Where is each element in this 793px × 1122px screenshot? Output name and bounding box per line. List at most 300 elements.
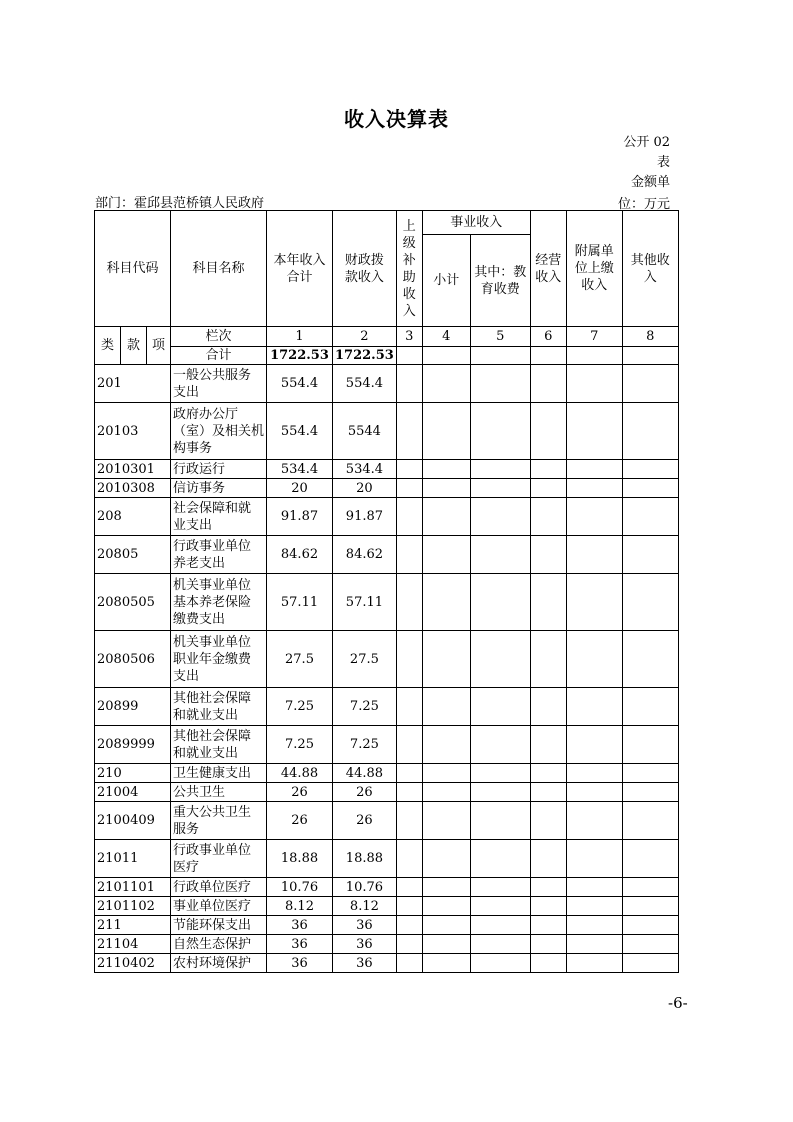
empty-cell: [530, 935, 566, 954]
table-row: [95, 479, 679, 498]
header-text: 款收入: [344, 269, 384, 285]
empty-cell: [530, 365, 566, 403]
empty-cell: [566, 954, 622, 973]
subject-name-line: 和就业支出: [173, 707, 239, 723]
header-text: 上: [402, 218, 416, 234]
empty-cell: [396, 764, 422, 783]
empty-cell: [622, 479, 678, 498]
fiscal-income-value: 26: [333, 783, 397, 802]
income-table: [94, 210, 679, 973]
subject-name-line: 其他社会保障: [173, 728, 252, 744]
empty-cell: [396, 403, 422, 460]
subject-code: 211: [95, 916, 171, 935]
header-text: 位上缴: [574, 261, 614, 276]
fiscal-income-value: 18.88: [333, 840, 397, 878]
header-operating-income: [530, 211, 566, 327]
header-subject-name: 科目名称: [171, 211, 267, 327]
total-income-value: 91.87: [267, 498, 333, 536]
empty-cell: [530, 403, 566, 460]
subject-code: 2080505: [95, 574, 171, 631]
header-fiscal-income: [333, 211, 397, 327]
subject-name: [171, 631, 267, 688]
empty-cell: [530, 726, 566, 764]
empty-cell: [566, 764, 622, 783]
total-income-value: 27.5: [267, 631, 333, 688]
subject-name-line: 社会保障和就: [173, 500, 252, 516]
subject-code: 2110402: [95, 954, 171, 973]
empty-cell: [422, 954, 470, 973]
fiscal-income-value: 57.11: [333, 574, 397, 631]
header-text: 财政拨: [344, 252, 384, 268]
empty-cell: [470, 802, 530, 840]
empty-cell: [622, 365, 678, 403]
subject-code: 2010308: [95, 479, 171, 498]
empty-cell: [470, 631, 530, 688]
fiscal-income-value: 36: [333, 954, 397, 973]
empty-cell: [422, 878, 470, 897]
subject-name-line: 和就业支出: [173, 745, 239, 761]
table-row: [95, 536, 679, 574]
header-text: 本年收入: [273, 252, 326, 268]
subject-name-line: 支出: [173, 384, 200, 400]
empty-cell: [396, 840, 422, 878]
col-number: 3: [396, 327, 422, 347]
empty-cell: [530, 916, 566, 935]
table-row: [95, 897, 679, 916]
header-kuan: 款: [121, 327, 147, 365]
total-income-value: 10.76: [267, 878, 333, 897]
empty-cell: [396, 347, 422, 365]
total-income-value: 84.62: [267, 536, 333, 574]
empty-cell: [566, 897, 622, 916]
empty-cell: [530, 897, 566, 916]
fiscal-income-value: 84.62: [333, 536, 397, 574]
empty-cell: [566, 365, 622, 403]
empty-cell: [566, 631, 622, 688]
form-code-line: 金额单: [630, 175, 670, 190]
header-text: 入: [402, 303, 416, 319]
header-edu-fee: [470, 235, 530, 327]
empty-cell: [470, 479, 530, 498]
empty-cell: [622, 460, 678, 479]
subject-name: [171, 365, 267, 403]
total-income-value: 36: [267, 935, 333, 954]
total-income-value: 18.88: [267, 840, 333, 878]
table-row: [95, 365, 679, 403]
empty-cell: [470, 347, 530, 365]
empty-cell: [566, 403, 622, 460]
empty-cell: [422, 840, 470, 878]
subject-name-line: 政府办公厅: [173, 406, 239, 422]
col-number: 2: [333, 327, 397, 347]
header-total-income: [267, 211, 333, 327]
empty-cell: [622, 954, 678, 973]
empty-cell: [396, 574, 422, 631]
total-income-value: 36: [267, 954, 333, 973]
empty-cell: [396, 954, 422, 973]
table-row: [95, 726, 679, 764]
subject-code: 2010301: [95, 460, 171, 479]
header-text: 级: [402, 235, 416, 251]
empty-cell: [470, 460, 530, 479]
empty-cell: [396, 460, 422, 479]
subject-name-line: 行政单位医疗: [173, 879, 252, 895]
col-number: 7: [566, 327, 622, 347]
empty-cell: [566, 479, 622, 498]
empty-cell: [470, 688, 530, 726]
subject-code: 21011: [95, 840, 171, 878]
subject-name: [171, 802, 267, 840]
empty-cell: [530, 479, 566, 498]
total-income-value: 44.88: [267, 764, 333, 783]
empty-cell: [530, 764, 566, 783]
header-lanci: 栏次: [171, 327, 267, 347]
empty-cell: [422, 574, 470, 631]
subject-code: 210: [95, 764, 171, 783]
empty-cell: [530, 631, 566, 688]
header-text: 其他收: [630, 252, 670, 268]
total-income-value: 57.11: [267, 574, 333, 631]
col-number: 4: [422, 327, 470, 347]
header-text: 育收费: [480, 281, 520, 297]
subject-name-line: 构事务: [173, 440, 213, 456]
empty-cell: [622, 347, 678, 365]
empty-cell: [566, 878, 622, 897]
total-income-value: 554.4: [267, 365, 333, 403]
empty-cell: [422, 460, 470, 479]
empty-cell: [566, 726, 622, 764]
table-row: [95, 802, 679, 840]
empty-cell: [422, 365, 470, 403]
total-income-value: 36: [267, 916, 333, 935]
empty-cell: [422, 347, 470, 365]
subject-code: 2100409: [95, 802, 171, 840]
header-xiang: 项: [147, 327, 171, 365]
empty-cell: [470, 783, 530, 802]
subject-name-line: 自然生态保护: [173, 936, 252, 952]
page-title: 收入决算表: [344, 107, 449, 131]
empty-cell: [530, 878, 566, 897]
empty-cell: [470, 935, 530, 954]
subject-code: 20805: [95, 536, 171, 574]
table-row: [95, 840, 679, 878]
fiscal-income-value: 36: [333, 916, 397, 935]
empty-cell: [622, 726, 678, 764]
empty-cell: [470, 574, 530, 631]
empty-cell: [622, 764, 678, 783]
subject-name: [171, 897, 267, 916]
empty-cell: [422, 479, 470, 498]
empty-cell: [470, 498, 530, 536]
empty-cell: [396, 783, 422, 802]
empty-cell: [530, 536, 566, 574]
header-lei: 类: [95, 327, 121, 365]
empty-cell: [422, 802, 470, 840]
total-value: 1722.53: [333, 347, 397, 365]
table-row: [95, 574, 679, 631]
subject-name-line: 支出: [173, 668, 200, 684]
subject-name-line: 行政运行: [173, 461, 226, 477]
subject-name-line: 行政事业单位: [173, 538, 252, 554]
fiscal-income-value: 7.25: [333, 688, 397, 726]
empty-cell: [470, 878, 530, 897]
empty-cell: [530, 783, 566, 802]
empty-cell: [396, 688, 422, 726]
empty-cell: [470, 764, 530, 783]
fiscal-income-value: 26: [333, 802, 397, 840]
header-text: 补: [402, 252, 416, 268]
subject-name-line: 基本养老保险: [173, 594, 252, 610]
subject-name-line: 机关事业单位: [173, 577, 252, 593]
subject-name: [171, 764, 267, 783]
subject-name-line: 机关事业单位: [173, 634, 252, 650]
total-income-value: 8.12: [267, 897, 333, 916]
fiscal-income-value: 36: [333, 935, 397, 954]
empty-cell: [422, 935, 470, 954]
subject-name-line: 服务: [173, 821, 200, 837]
empty-cell: [422, 726, 470, 764]
fiscal-income-value: 5544: [333, 403, 397, 460]
empty-cell: [470, 403, 530, 460]
header-subject-code: 科目代码: [95, 211, 171, 327]
header-text: 入: [643, 269, 657, 285]
empty-cell: [622, 688, 678, 726]
empty-cell: [422, 916, 470, 935]
subject-name-line: 一般公共服务: [173, 367, 252, 383]
empty-cell: [530, 460, 566, 479]
total-label: 合计: [171, 347, 267, 365]
subject-name: [171, 403, 267, 460]
empty-cell: [566, 347, 622, 365]
empty-cell: [622, 498, 678, 536]
header-text: 附属单: [574, 244, 614, 259]
empty-cell: [530, 840, 566, 878]
table-row: [95, 954, 679, 973]
total-income-value: 26: [267, 802, 333, 840]
empty-cell: [566, 840, 622, 878]
subject-name-line: 其他社会保障: [173, 690, 252, 706]
subject-name: [171, 479, 267, 498]
department-label: 部门：霍邱县范桥镇人民政府: [95, 196, 265, 211]
empty-cell: [530, 498, 566, 536]
subject-code: 2101101: [95, 878, 171, 897]
subject-code: 2089999: [95, 726, 171, 764]
subject-name-line: （室）及相关机: [173, 423, 265, 439]
empty-cell: [396, 935, 422, 954]
header-text: 助: [402, 269, 416, 285]
total-income-value: 7.25: [267, 688, 333, 726]
table-row: [95, 498, 679, 536]
empty-cell: [566, 536, 622, 574]
subject-name: [171, 688, 267, 726]
table-row: [95, 403, 679, 460]
empty-cell: [530, 954, 566, 973]
empty-cell: [530, 347, 566, 365]
empty-cell: [622, 935, 678, 954]
empty-cell: [470, 365, 530, 403]
subject-code: 208: [95, 498, 171, 536]
empty-cell: [530, 574, 566, 631]
fiscal-income-value: 554.4: [333, 365, 397, 403]
fiscal-income-value: 7.25: [333, 726, 397, 764]
empty-cell: [422, 403, 470, 460]
empty-cell: [396, 897, 422, 916]
empty-cell: [422, 688, 470, 726]
subject-code: 201: [95, 365, 171, 403]
subject-name-line: 养老支出: [173, 555, 226, 571]
empty-cell: [396, 365, 422, 403]
subject-name-line: 信访事务: [173, 480, 226, 496]
total-income-value: 534.4: [267, 460, 333, 479]
empty-cell: [622, 916, 678, 935]
table-row: [95, 783, 679, 802]
empty-cell: [622, 631, 678, 688]
empty-cell: [396, 479, 422, 498]
subject-code: 20899: [95, 688, 171, 726]
fiscal-income-value: 44.88: [333, 764, 397, 783]
col-number: 6: [530, 327, 566, 347]
empty-cell: [396, 726, 422, 764]
header-text: 收入: [535, 269, 562, 285]
amount-unit: 位：万元: [617, 197, 670, 212]
subject-name-line: 公共卫生: [173, 784, 226, 800]
header-other-income: [622, 211, 678, 327]
table-row: [95, 935, 679, 954]
empty-cell: [622, 536, 678, 574]
subject-name: [171, 574, 267, 631]
empty-cell: [396, 536, 422, 574]
empty-cell: [396, 916, 422, 935]
col-number: 8: [622, 327, 678, 347]
empty-cell: [470, 954, 530, 973]
subject-name-line: 医疗: [173, 859, 200, 875]
empty-cell: [622, 802, 678, 840]
empty-cell: [470, 916, 530, 935]
total-income-value: 7.25: [267, 726, 333, 764]
empty-cell: [622, 783, 678, 802]
col-number: 5: [470, 327, 530, 347]
header-subsidy-income: [396, 211, 422, 327]
empty-cell: [566, 498, 622, 536]
table-row: [95, 631, 679, 688]
header-subtotal: 小计: [422, 235, 470, 327]
subject-name: [171, 498, 267, 536]
subject-name-line: 节能环保支出: [173, 917, 252, 933]
table-row: [95, 916, 679, 935]
empty-cell: [396, 878, 422, 897]
subject-name: [171, 726, 267, 764]
empty-cell: [566, 802, 622, 840]
header-text: 合计: [286, 269, 313, 285]
table-row: [95, 878, 679, 897]
empty-cell: [422, 764, 470, 783]
page-number: -6-: [668, 994, 688, 1012]
fiscal-income-value: 91.87: [333, 498, 397, 536]
empty-cell: [622, 403, 678, 460]
empty-cell: [396, 631, 422, 688]
empty-cell: [422, 536, 470, 574]
subject-name-line: 农村环境保护: [173, 955, 252, 971]
empty-cell: [622, 897, 678, 916]
fiscal-income-value: 27.5: [333, 631, 397, 688]
empty-cell: [622, 840, 678, 878]
subject-name: [171, 536, 267, 574]
fiscal-income-value: 534.4: [333, 460, 397, 479]
empty-cell: [530, 802, 566, 840]
subject-code: 20103: [95, 403, 171, 460]
subject-name: [171, 935, 267, 954]
subject-name-line: 事业单位医疗: [173, 898, 252, 914]
empty-cell: [470, 726, 530, 764]
table-row: [95, 688, 679, 726]
empty-cell: [566, 688, 622, 726]
form-code-line: 表: [656, 155, 670, 170]
empty-cell: [396, 498, 422, 536]
empty-cell: [470, 536, 530, 574]
header-text: 其中：教: [474, 264, 527, 280]
empty-cell: [622, 878, 678, 897]
subject-code: 21004: [95, 783, 171, 802]
total-income-value: 554.4: [267, 403, 333, 460]
empty-cell: [422, 631, 470, 688]
subject-code: 2101102: [95, 897, 171, 916]
empty-cell: [396, 802, 422, 840]
subject-name-line: 缴费支出: [173, 611, 226, 627]
empty-cell: [622, 574, 678, 631]
table-row: [95, 764, 679, 783]
table-row: [95, 460, 679, 479]
subject-name-line: 重大公共卫生: [173, 804, 252, 820]
empty-cell: [566, 935, 622, 954]
empty-cell: [470, 897, 530, 916]
total-income-value: 20: [267, 479, 333, 498]
subject-name-line: 行政事业单位: [173, 842, 252, 858]
total-income-value: 26: [267, 783, 333, 802]
empty-cell: [566, 574, 622, 631]
empty-cell: [566, 783, 622, 802]
subject-name: [171, 954, 267, 973]
subject-name: [171, 916, 267, 935]
subject-name: [171, 783, 267, 802]
subject-name: [171, 460, 267, 479]
col-number: 1: [267, 327, 333, 347]
header-affiliated-income: [566, 211, 622, 327]
fiscal-income-value: 10.76: [333, 878, 397, 897]
header-text: 收: [402, 286, 416, 302]
empty-cell: [422, 783, 470, 802]
subject-name-line: 卫生健康支出: [173, 765, 252, 781]
empty-cell: [530, 688, 566, 726]
empty-cell: [470, 840, 530, 878]
header-career-income: 事业收入: [422, 211, 530, 235]
total-value: 1722.53: [267, 347, 333, 365]
form-code-line: 公开 02: [623, 135, 670, 150]
form-code-note: [620, 133, 670, 193]
subject-name-line: 职业年金缴费: [173, 651, 252, 667]
empty-cell: [566, 460, 622, 479]
empty-cell: [566, 916, 622, 935]
header-text: 收入: [581, 278, 608, 293]
header-text: 经营: [535, 252, 562, 268]
subject-code: 2080506: [95, 631, 171, 688]
empty-cell: [422, 897, 470, 916]
subject-name-line: 业支出: [173, 517, 213, 533]
fiscal-income-value: 20: [333, 479, 397, 498]
subject-code: 21104: [95, 935, 171, 954]
fiscal-income-value: 8.12: [333, 897, 397, 916]
subject-name: [171, 878, 267, 897]
subject-name: [171, 840, 267, 878]
